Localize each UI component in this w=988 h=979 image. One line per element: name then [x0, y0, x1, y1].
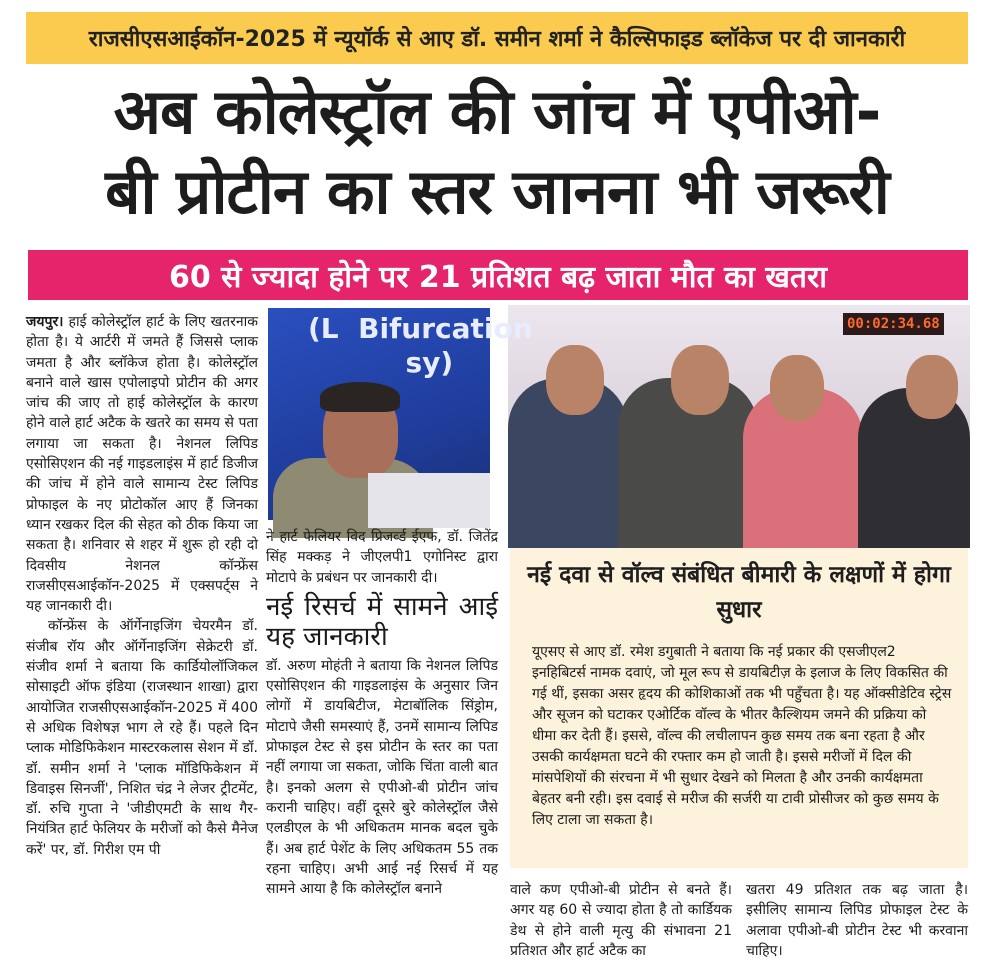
- dateline: जयपुर।: [26, 314, 64, 330]
- speaker-photo: [268, 308, 533, 520]
- kicker-banner: राजसीएसआईकॉन-2025 में न्यूयॉर्क से आए डॉ. समीन शर्मा ने कैल्सिफाइड ब्लॉकेज पर दी जानकारी: [26, 12, 968, 64]
- article-column-1: [26, 312, 258, 860]
- article-paragraph: ने हार्ट फेलियर विद प्रिजर्व्ड ईएफ, डॉ. जितेंद्र सिंह मक्कड़ ने जीएलपी1 एगोनिस्ट द्वारा मोटापे के प्रबंधन पर जानकारी दी।: [266, 529, 498, 586]
- article-column-3: [510, 880, 732, 961]
- headline: [26, 72, 968, 232]
- article-paragraph: डॉ. अरुण मोहंती ने बताया कि नेशनल लिपिड एसोसिएशन की गाइडलाइंस के अनुसार जिन लोगों में डायबिटीज, मेटाबॉलिक सिंड्रोम, मोटापे जैसी समस्याएं हैं, उनमें सामान्य लिपिड प्रोफाइल टेस्ट से इस प्रोटीन के स्तर का पता नहीं लगाया जा सकता, जोकि चिंता वाली बात है। इनको अलग से एपीओ-बी प्रोटीन जांच करानी चाहिए। वहीं दूसरे बुरे कोलेस्ट्रॉल जैसे एलडीएल के भी अधिकतम मानक बदल चुके हैं। अब हार्ट पेशेंट के लिए अधिकतम 55 तक रहना चाहिए। अभी आई नई रिसर्च में यह सामने आया है कि कोलेस्ट्रॉल बनाने: [266, 657, 498, 898]
- group-photo: [508, 305, 970, 548]
- article-column-2: [266, 527, 498, 899]
- podium: [368, 473, 490, 528]
- subheadline-bar: 60 से ज्यादा होने पर 21 प्रतिशत बढ़ जाता मौत का खतरा: [28, 250, 968, 300]
- timer-display: 00:02:34.68: [843, 313, 944, 335]
- sidebox-title: नई दवा से वॉल्व संबंधित बीमारी के लक्षणों में होगा सुधार: [527, 562, 951, 623]
- person-4-face: [906, 355, 958, 419]
- person-1-face: [546, 345, 604, 415]
- speaker-hair: [320, 382, 400, 412]
- sidebox-body: यूएसए से आए डॉ. रमेश डगुबाती ने बताया कि नई प्रकार की एसजीएल2 इनहिबिटर्स नामक दवाएं, जो मूल रूप से डायबिटीज़ के इलाज के लिए विकसित की गई थीं, इसका असर हृदय की कोशिकाओं तक भी पहुँचता है। यह ऑक्सीडेटिव स्ट्रेस और सूजन को घटाकर एओर्टिक वॉल्व के भीतर कैल्शियम जमने की प्रक्रिया को धीमा कर देती हैं। इससे, वॉल्व की लचीलापन कुछ समय तक बना रहता है और उसकी कार्यक्षमता घटने की रफ्तार कम हो जाती है। इससे मरीजों में दिल की मांसपेशियों की संरचना में भी सुधार देखने को मिलता है और उनकी कार्यक्षमता बेहतर बनी रही। इस दवाई से मरीज की सर्जरी या टावी प्रोसीजर को कुछ समय के लिए टाला जा सकता है।: [532, 644, 952, 828]
- section-subhead: नई रिसर्च में सामने आई यह जानकारी: [266, 591, 498, 652]
- headline-line-1: अब कोलेस्ट्रॉल की जांच में एपीओ-: [113, 75, 881, 148]
- person-2-face: [671, 345, 729, 415]
- article-paragraph: कॉन्फ्रेंस के ऑर्गेनाइजिंग चेयरमैन डॉ. संजीब रॉय और ऑर्गेनाइजिंग सेक्रेटरी डॉ. संजीव शर्मा ने बताया कि कार्डियोलॉजिकल सोसाइटी ऑफ इंडिया (राजस्थान शाखा) द्वारा आयोजित राजसीएसआईकॉन-2025 में 400 से अधिक विशेषज्ञ भाग ले रहे हैं। पहले दिन प्लाक मोडिफिकेशन मास्टरकलास सेशन में डॉ. डॉ. समीन शर्मा ने 'प्लाक मॉडिफिकेशन में डिवाइस सिनर्जी', निशित चंद्र ने लेजर ट्रीटमेंट, डॉ. रुचि गुप्ता ने 'जीडीएमटी के साथ गैर-नियंत्रित हार्ट फेलियर के मरीजों को कैसे मैनेज करें' पर, डॉ. गिरीश एम पी: [26, 618, 258, 858]
- sidebox: [510, 548, 968, 868]
- person-3-face: [770, 355, 824, 421]
- article-paragraph: हाई कोलेस्ट्रॉल हार्ट के लिए खतरनाक होता है। ये आर्टरी में जमते हैं जिससे प्लाक जमता है और ब्लॉकेज होता है। कोलेस्ट्रॉल बनाने वाले खास एपोलाइपो प्रोटीन की अगर जांच की जाए तो हाई कोलेस्ट्रॉल के कारण होने वाले हार्ट अटैक के खतरे का समय से पता लगाया जा सकता है। नेशनल लिपिड एसोसिएशन की नई गाइडलाइंस में हार्ट डिजीज की जांच में होने वाले सामान्य टेस्ट लिपिड प्रोफाइल के नए प्रोटोकॉल आए हैं जिनका ध्यान रखकर दिल की सेहत को ठीक किया जा सकता है। शनिवार से शहर में शुरू हो रही दो दिवसीय नेशनल कॉन्फ्रेंस राजसीएसआईकॉन-2025 में एक्सपर्ट्स ने यह जानकारी दी।: [26, 314, 259, 615]
- headline-line-2: बी प्रोटीन का स्तर जानना भी जरूरी: [105, 155, 889, 228]
- article-paragraph: वाले कण एपीओ-बी प्रोटीन से बनते हैं। अगर यह 60 से ज्यादा होता है तो कार्डियक डेथ से होने वाली मृत्यु की संभावना 21 प्रतिशत और हार्ट अटैक का: [510, 882, 732, 959]
- article-column-4: [746, 880, 968, 961]
- article-paragraph: खतरा 49 प्रतिशत तक बढ़ जाता है। इसीलिए सामान्य लिपिड प्रोफाइल टेस्ट के अलावा एपीओ-बी प्रोटीन टेस्ट भी करवाना चाहिए।: [746, 882, 968, 959]
- slide-text: (L Bifurcation sy): [308, 312, 533, 379]
